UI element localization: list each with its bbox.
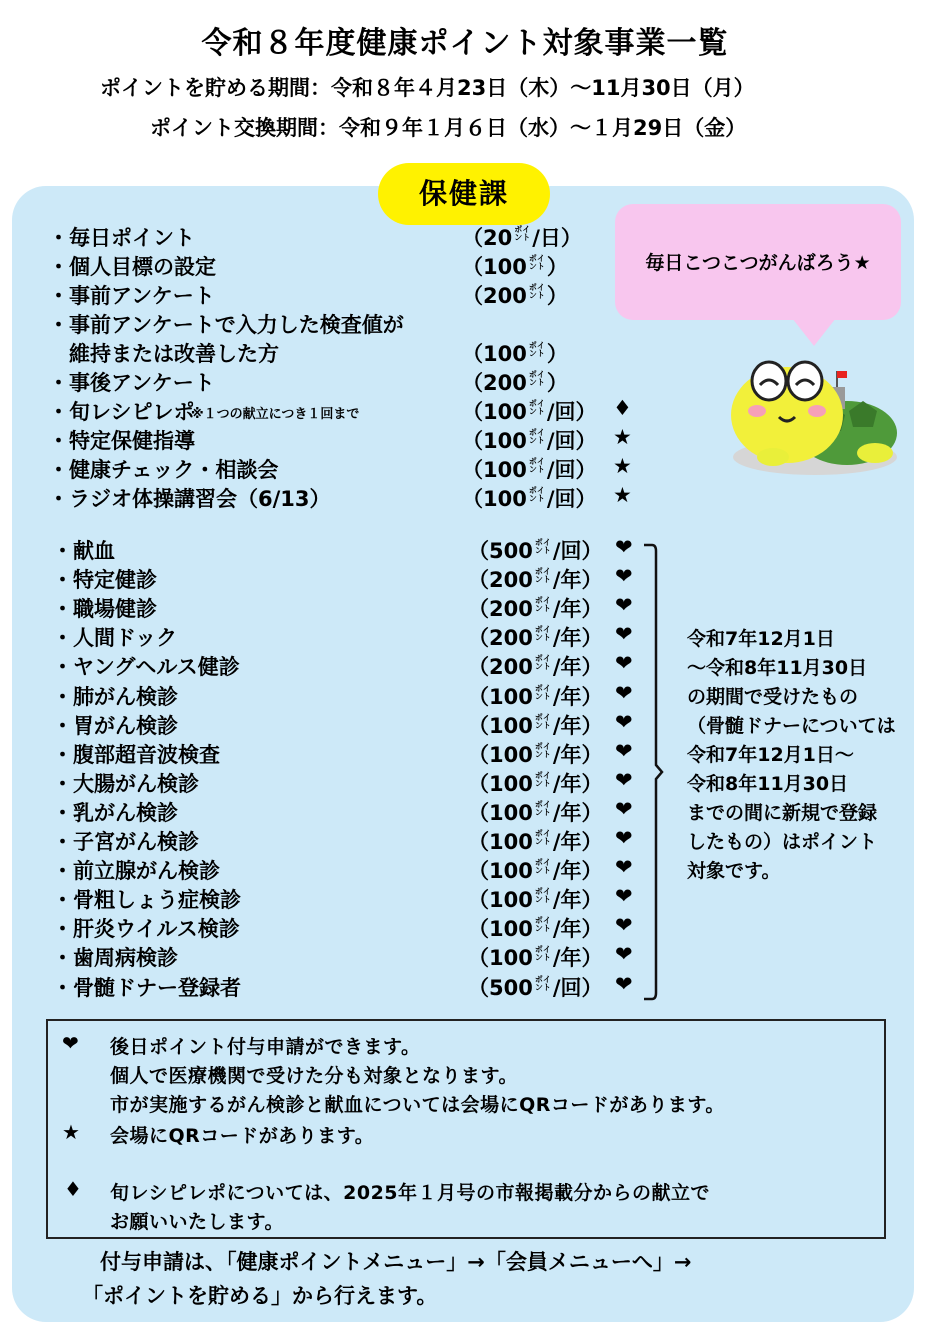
points-unit: ポイ ント — [534, 799, 551, 817]
point-item-row — [0, 826, 660, 856]
points-unit: ポイ ント — [534, 567, 551, 585]
point-item-row — [0, 454, 660, 484]
point-item-row — [0, 739, 660, 769]
eligibility-note-line: 令和7年12月1日～ — [687, 744, 854, 766]
star-icon: ★ — [613, 425, 632, 449]
points-value: （100 — [462, 400, 527, 424]
eligibility-note-line: 対象です。 — [687, 860, 781, 882]
item-points — [468, 942, 603, 972]
points-value: （100 — [468, 859, 533, 884]
item-points — [468, 855, 603, 885]
points-value: （100 — [468, 830, 533, 854]
points-unit: ポイ ント — [528, 428, 545, 445]
point-item-row — [0, 593, 660, 623]
item-points — [462, 367, 568, 397]
points-value: （500 — [468, 975, 533, 1000]
points-unit: ポイ ント — [528, 283, 545, 300]
points-suffix: /年） — [552, 800, 603, 825]
points-value: （500 — [468, 539, 533, 563]
points-value: （100 — [468, 888, 533, 913]
points-unit: ポイ ント — [534, 538, 551, 555]
item-points — [462, 454, 597, 484]
eligibility-note-line: の期間で受けたもの — [687, 686, 859, 708]
heart-icon: ❤ — [615, 680, 633, 705]
heart-icon: ❤ — [615, 913, 633, 938]
item-name: ・事前アンケート — [48, 284, 215, 308]
points-value: （20 — [462, 226, 513, 250]
heart-icon: ❤ — [615, 593, 633, 618]
note-line: お願いいたします。 — [110, 1211, 284, 1233]
points-unit: ポイ ント — [534, 654, 551, 672]
points-value: （200 — [468, 626, 533, 651]
item-points — [468, 913, 603, 943]
item-points — [468, 972, 603, 1002]
points-unit: ポイ ント — [528, 399, 545, 416]
item-name: ・肝炎ウイルス検診 — [52, 917, 240, 942]
points-value: （100 — [468, 742, 533, 767]
item-note: ※１つの献立につき１回まで — [191, 407, 360, 422]
eligibility-note — [687, 625, 922, 886]
eligibility-note-line: ～令和8年11月30日 — [687, 657, 868, 679]
eligibility-note-line: したもの）はポイント — [687, 831, 878, 853]
point-item-row — [0, 651, 660, 681]
item-name: ・骨髄ドナー登録者 — [52, 975, 241, 1000]
diamond-icon: ♦ — [613, 396, 632, 420]
heart-icon: ❤ — [615, 564, 633, 589]
points-suffix: /年） — [552, 830, 603, 854]
diamond-icon: ♦ — [64, 1177, 82, 1201]
points-unit: ポイ ント — [534, 887, 551, 905]
item-points — [468, 884, 603, 914]
points-suffix: /回） — [546, 487, 597, 511]
heart-icon: ❤ — [615, 622, 633, 647]
point-item-row — [0, 710, 660, 740]
item-points — [468, 797, 603, 827]
item-points — [468, 768, 603, 798]
footer-line-1: 付与申請は、「健康ポイントメニュー」→「会員メニューへ」→ — [100, 1250, 692, 1274]
heart-icon: ❤ — [615, 855, 633, 880]
item-name: ・骨粗しょう症検診 — [52, 888, 241, 913]
points-value: （100 — [468, 946, 533, 971]
points-unit: ポイ ント — [514, 225, 531, 242]
points-suffix: /回） — [546, 458, 597, 482]
item-points — [462, 338, 568, 368]
section-label: 保健課 — [378, 163, 550, 225]
item-name: ・歯周病検診 — [52, 946, 178, 971]
item-name: ・胃がん検診 — [52, 713, 178, 738]
points-suffix: ） — [546, 371, 568, 395]
eligibility-note-line: までの間に新規で登録 — [687, 802, 878, 824]
point-item-row — [0, 855, 660, 885]
point-item-row — [0, 972, 660, 1002]
point-item-row — [0, 768, 660, 798]
points-suffix: /年） — [552, 917, 603, 942]
heart-icon: ❤ — [615, 738, 633, 763]
points-suffix: ） — [546, 342, 568, 366]
points-unit: ポイ ント — [534, 974, 551, 992]
heart-icon: ❤ — [615, 535, 633, 559]
points-value: （100 — [468, 713, 533, 738]
point-item-row — [0, 280, 660, 310]
item-name: ・毎日ポイント — [48, 226, 195, 250]
points-unit: ポイ ント — [534, 741, 551, 759]
item-points — [468, 681, 603, 711]
points-suffix: /回） — [546, 400, 597, 424]
point-item-row — [0, 251, 660, 281]
heart-icon: ❤ — [615, 796, 633, 821]
eligibility-note-line: 令和8年11月30日 — [687, 773, 849, 795]
item-name: ・前立腺がん検診 — [52, 859, 220, 884]
item-name: ・ラジオ体操講習会（6/13） — [48, 487, 331, 511]
item-points — [468, 622, 603, 652]
points-value: （200 — [462, 284, 527, 308]
heart-icon: ❤ — [615, 826, 633, 850]
item-name: ・子宮がん検診 — [52, 830, 199, 854]
point-item-row — [0, 913, 660, 943]
item-name: ・個人目標の設定 — [48, 255, 216, 279]
heart-icon: ❤ — [615, 709, 633, 734]
points-suffix: /回） — [546, 429, 597, 453]
points-unit: ポイ ント — [528, 457, 545, 474]
points-suffix: /年） — [552, 946, 603, 971]
points-unit: ポイ ント — [528, 341, 545, 358]
star-icon: ★ — [613, 454, 632, 478]
item-name: ・腹部超音波検査 — [52, 742, 220, 767]
heart-icon: ❤ — [615, 942, 633, 967]
points-unit: ポイ ント — [534, 596, 551, 614]
item-points — [468, 739, 603, 769]
item-name: ・事後アンケート — [48, 371, 215, 395]
points-value: （200 — [468, 597, 533, 622]
point-item-row — [0, 622, 660, 652]
points-value: （200 — [468, 568, 533, 593]
point-item-row — [0, 797, 660, 827]
note-line: 後日ポイント付与申請ができます。 — [110, 1036, 421, 1058]
points-suffix: /年） — [552, 859, 603, 884]
points-unit: ポイ ント — [528, 486, 545, 503]
item-name: ・職場健診 — [52, 597, 157, 622]
point-item-row — [0, 681, 660, 711]
point-item-row — [0, 367, 660, 397]
note-line: 会場にQRコードがあります。 — [110, 1125, 375, 1147]
points-value: （200 — [462, 371, 527, 395]
item-points — [468, 593, 603, 623]
item-points — [468, 710, 603, 740]
item-points — [468, 651, 603, 681]
item-name: ・事前アンケートで入力した検査値が — [48, 313, 404, 337]
note-line: 旬レシピレポについては、2025年１月号の市報掲載分からの献立で — [110, 1182, 711, 1204]
item-name: ・ヤングヘルス健診 — [52, 655, 240, 680]
points-suffix: /年） — [552, 626, 603, 651]
heart-icon: ❤ — [615, 971, 633, 996]
item-name: ・人間ドック — [52, 626, 178, 651]
points-value: （100 — [468, 684, 533, 709]
point-item-row — [0, 425, 660, 455]
points-suffix: ） — [546, 255, 568, 279]
points-unit: ポイ ント — [534, 683, 551, 701]
item-points — [462, 222, 582, 252]
legend-notes-box — [46, 1019, 886, 1239]
points-suffix: ） — [546, 284, 568, 308]
item-name: ・旬レシピレポ — [48, 400, 195, 424]
points-suffix: /年） — [552, 742, 603, 767]
points-value: （100 — [462, 255, 527, 279]
point-item-row — [0, 483, 660, 513]
points-value: （100 — [468, 800, 533, 825]
points-unit: ポイ ント — [534, 945, 551, 963]
item-points — [462, 251, 568, 281]
item-name: ・大腸がん検診 — [52, 771, 199, 796]
item-name: ・特定保健指導 — [48, 429, 195, 453]
note-line: 市が実施するがん検診と献血については会場にQRコードがあります。 — [110, 1094, 725, 1116]
item-points — [468, 535, 603, 565]
points-value: （100 — [462, 458, 527, 482]
points-unit: ポイ ント — [534, 829, 551, 846]
points-suffix: /年） — [552, 597, 603, 622]
points-unit: ポイ ント — [528, 254, 545, 271]
heart-icon: ❤ — [615, 767, 633, 792]
points-value: （100 — [462, 429, 527, 453]
star-icon: ★ — [613, 483, 632, 507]
item-name: ・健康チェック・相談会 — [48, 458, 279, 482]
item-name: ・特定健診 — [52, 568, 157, 593]
points-suffix: /年） — [552, 888, 603, 913]
points-value: （100 — [462, 342, 527, 366]
item-name: ・肺がん検診 — [52, 684, 178, 709]
speech-bubble-text: 毎日こつこつがんばろう★ — [645, 252, 871, 274]
eligibility-note-line: （骨髄ドナーについては — [687, 715, 896, 737]
points-value: （100 — [468, 917, 533, 942]
item-points — [462, 425, 597, 455]
point-item-row — [0, 942, 660, 972]
points-suffix: /日） — [532, 226, 582, 250]
heart-icon: ❤ — [62, 1031, 79, 1055]
point-item-row — [0, 309, 660, 339]
points-suffix: /年） — [552, 684, 603, 709]
points-unit: ポイ ント — [534, 858, 551, 876]
item-points — [462, 396, 597, 426]
points-suffix: /年） — [552, 568, 603, 593]
footer-line-2: 「ポイントを貯める」から行えます。 — [82, 1284, 438, 1308]
points-suffix: /年） — [552, 713, 603, 738]
points-unit: ポイ ント — [534, 770, 551, 788]
points-value: （200 — [468, 655, 533, 680]
item-name: ・乳がん検診 — [52, 800, 178, 825]
points-suffix: /回） — [552, 539, 603, 563]
point-item-row — [0, 338, 660, 368]
bracket-icon — [642, 543, 664, 1001]
points-suffix: /年） — [552, 771, 603, 796]
heart-icon: ❤ — [615, 884, 633, 909]
item-name: ・献血 — [52, 539, 115, 563]
item-points — [462, 280, 568, 310]
points-unit: ポイ ント — [534, 916, 551, 934]
page-title: 令和８年度健康ポイント対象事業一覧 — [201, 26, 729, 61]
note-line: 個人で医療機関で受けた分も対象となります。 — [110, 1065, 518, 1087]
points-suffix: /年） — [552, 655, 603, 680]
accumulation-period: ポイントを貯める期間：令和８年４月23日（木）～11月30日（月） — [100, 76, 755, 100]
points-unit: ポイ ント — [534, 625, 551, 643]
heart-icon: ❤ — [615, 651, 633, 676]
point-item-row — [0, 396, 660, 426]
point-item-row — [0, 884, 660, 914]
eligibility-note-line: 令和7年12月1日 — [687, 628, 835, 650]
points-value: （100 — [462, 487, 527, 511]
turtle-mascot-icon — [725, 345, 905, 480]
points-suffix: /回） — [552, 975, 603, 1000]
item-points — [462, 483, 597, 513]
item-points — [468, 564, 603, 594]
point-item-row — [0, 564, 660, 594]
points-unit: ポイ ント — [534, 712, 551, 730]
speech-bubble-tail — [792, 318, 836, 346]
points-value: （100 — [468, 771, 533, 796]
star-icon: ★ — [62, 1120, 80, 1144]
item-points — [468, 826, 603, 856]
exchange-period: ポイント交換期間：令和９年１月６日（水）～１月29日（金） — [150, 116, 747, 140]
point-item-row — [0, 535, 660, 565]
point-item-row — [0, 222, 660, 252]
item-name: 維持または改善した方 — [48, 342, 279, 366]
points-unit: ポイ ント — [528, 370, 545, 387]
